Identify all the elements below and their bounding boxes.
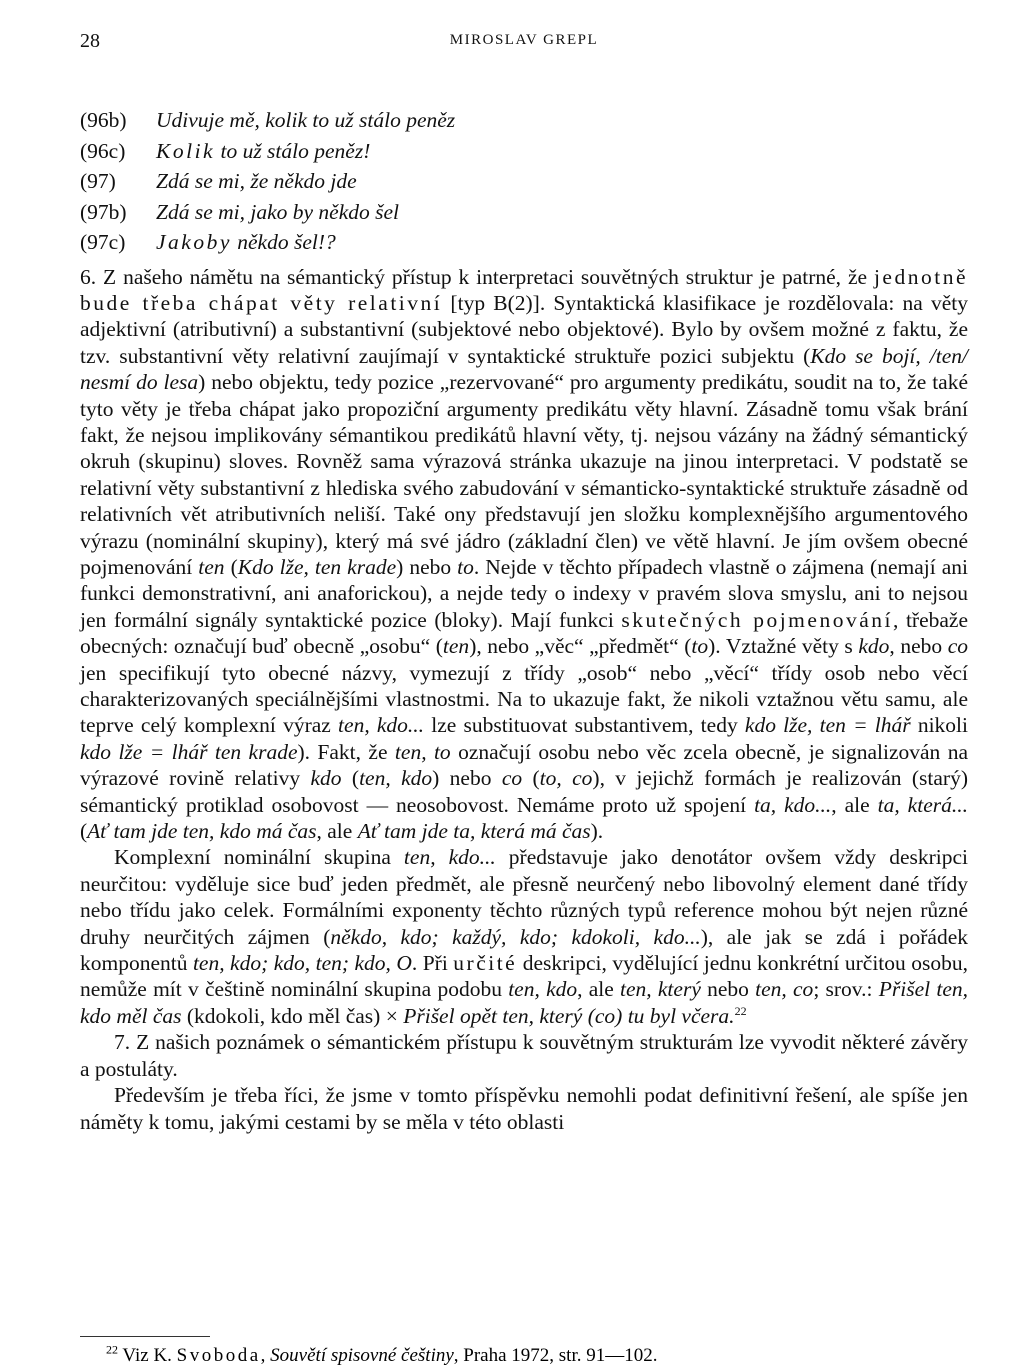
running-head: MIROSLAV GREPL — [449, 32, 599, 48]
example-97 — [80, 166, 968, 197]
text-run: nebo — [700, 977, 756, 1002]
text-run: ) nebo objektu, tedy pozice „rezervované“ pro argumenty predikátu, soudit na to, že také tyto věty je třeba chápat jako propoziční argumenty predikátu věty hlavní. Zásadně tomu však brání fakt, že nejsou implikovány sémantikou predikátů hlavní věty, tj. nejsou vázány na žádný sémantický okruh (skupinu) sloves. Rovněž sama výrazová stránka ukazuje na jinou interpretaci. V podstatě se relativní věty substantivní z hlediska svého zabudování v sémanticko-syntaktické struktuře zásadně od relativních vět atributivních neliší. Také ony představují jen složku komplexnějšího argumentového výrazu (nominální skupiny), který má své jádro (základní člen) ve větě hlavní. Je jím ovšem obecné pojmenování — [80, 370, 969, 579]
italic-run: ten — [198, 554, 225, 579]
text-run: ), ale jak se zdá i pořádek komponentů — [80, 924, 968, 976]
italic-run: ten, kdo... — [403, 845, 496, 870]
example-list — [80, 105, 968, 258]
text-run: ( — [522, 766, 540, 791]
text-run: , Praha 1972, str. 91—102. — [453, 1345, 658, 1366]
text-run: , ale — [316, 819, 358, 844]
text-run: , nebo — [889, 634, 948, 659]
book-title: Souvětí spisovné češtiny — [270, 1345, 454, 1366]
italic-run: kdo — [310, 766, 342, 791]
paragraph-6 — [80, 264, 968, 845]
emphasis-spaced: skutečných pojmenování — [621, 607, 893, 632]
text-run: ), nebo „věc“ „předmět“ ( — [469, 634, 692, 659]
italic-run: ten, to — [394, 739, 451, 764]
example-text: Udivuje mě, kolik to už stálo peněz — [156, 108, 456, 132]
italic-run: někdo, kdo; každý, kdo; kdokoli, kdo... — [330, 924, 701, 949]
emphasis-spaced: určité — [453, 951, 518, 976]
italic-run: kdo — [858, 634, 890, 659]
text-run: ) nebo — [432, 766, 502, 791]
italic-run: Přišel opět ten, který (co) tu byl včera. — [403, 1003, 735, 1028]
italic-run: ten, kdo; kdo, ten; kdo, O — [192, 951, 412, 976]
text-run: [typ B(2)]. Syntaktická klasifikace je rozdělovala: na věty adjektivní (atributivní) a substantivní (subjektové nebo objektové). Bylo by ovšem možné z faktu, že tzv. substantivní věty relativní zaujímají v syntaktické struktuře pozici subjektu ( — [80, 290, 968, 368]
example-96c — [80, 136, 968, 167]
text-run: , ale — [577, 977, 621, 1002]
text-run: , třebaže obecných: označují buď obecně „osobu“ ( — [80, 607, 968, 659]
example-label: (96b) — [80, 108, 127, 132]
text-run: ). Fakt, že — [297, 739, 395, 764]
italic-run: to — [457, 554, 474, 579]
example-97b — [80, 197, 968, 228]
italic-run: co — [501, 766, 523, 791]
page-number: 28 — [80, 30, 100, 52]
text-run: ; srov.: — [813, 977, 879, 1002]
italic-run: ten, který — [620, 977, 701, 1002]
text-run: Komplexní nominální skupina — [114, 845, 404, 870]
text-run: ) nebo — [396, 554, 458, 579]
page-header — [80, 30, 968, 62]
example-text-spaced: Jakoby — [156, 230, 232, 254]
paragraph-7: 7. Z našich poznámek o sémantickém přístupu k souvětným strukturám lze vyvodit některé závěry a postuláty. — [80, 1030, 968, 1081]
example-label: (97) — [80, 169, 116, 193]
italic-run: Ať tam jde ta, která má čas — [357, 819, 591, 844]
paragraph-conclusion: Především je třeba říci, že jsme v tomto příspěvku nemohli podat definitivní řešení, ale spíše jen náměty k tomu, jakými cestami by se měla v této oblasti — [80, 1083, 968, 1134]
footnote — [80, 1342, 968, 1367]
text-run: , — [260, 1345, 271, 1366]
emphasis-spaced: jednotně bude třeba chápat věty relativní — [80, 264, 968, 315]
text-run: představuje jako denotátor ovšem vždy deskripci neurčitou: vyděluje sice buď jeden předmět, ale přesně neurčený nebo libovolný element dané třídy nebo třídu jako celek. Formálními exponenty těchto různých typů reference mohou být nejen různé druhy neurčitých zájmen ( — [80, 845, 969, 949]
text-run: ). — [590, 819, 604, 844]
footnote-number: 22 — [106, 1342, 118, 1357]
italic-run: ta, kdo... — [754, 792, 832, 817]
italic-run: ten, kdo... — [338, 713, 425, 738]
text-run: ( — [341, 766, 360, 791]
text-run: jen specifikují tyto obecné názvy, vymezují z třídy „osob“ nebo „věcí“ třídy osob nebo věcí charakterizovaných speciálnějšími vlastnostmi. Na to ukazuje fakt, že nikoli vztažnou větu samu, ale teprve celý komplexní výraz — [80, 660, 968, 738]
example-text: Zdá se mi, že někdo jde — [156, 169, 357, 193]
example-97c — [80, 227, 968, 258]
footnote-rule — [80, 1336, 210, 1337]
italic-run: Ať tam jde ten, kdo má čas — [87, 819, 317, 844]
italic-run: ta, která... — [877, 792, 968, 817]
italic-run: Přišel ten, kdo měl čas — [80, 977, 968, 1028]
example-label: (96c) — [80, 138, 126, 163]
body-text — [80, 264, 968, 1135]
text-run: . Při — [411, 951, 454, 976]
text-run: ( — [80, 819, 88, 844]
text-run: ( — [224, 554, 238, 579]
paragraph-complex-nominal — [80, 844, 968, 1029]
italic-run: ten, co — [755, 977, 814, 1002]
author-name: Svoboda — [176, 1345, 261, 1366]
italic-run: kdo lže = lhář ten krade — [80, 739, 298, 764]
example-text: to už stálo peněz! — [215, 138, 371, 163]
italic-run: kdo lže, ten = lhář — [744, 713, 911, 738]
text-run: deskripci, vydělující jednu konkrétní určitou osobu, nemůže mít v češtině nominální skupina podobu — [80, 951, 968, 1002]
italic-run: Kdo lže, ten krade — [237, 554, 397, 579]
text-run: ), v jejichž formách je realizován (starý) sémantický protiklad osobovost — neosobovost. Nemáme proto už spojení — [80, 766, 968, 817]
example-96b — [80, 105, 968, 136]
example-text-spaced: Kolik — [156, 138, 216, 163]
text-run: označují osobu nebo věc zcela obecně, je signalizován na výrazové rovině relativy — [80, 739, 968, 791]
italic-run: ten — [442, 634, 470, 659]
text-run: (kdokoli, kdo měl čas) × — [181, 1003, 404, 1028]
italic-run: co — [947, 634, 968, 659]
example-text: Zdá se mi, jako by někdo šel — [156, 199, 400, 224]
example-text: někdo šel!? — [231, 230, 336, 254]
text-run: nikoli — [910, 713, 968, 738]
text-run: . Nejde v těchto případech vlastně o zájmena (nemají ani funkci demonstrativní, ani anaforickou), a nejde tedy o indexy v pravém slova smyslu, ani to nejsou jen formální signály syntaktické pozice (bloky). Mají funkci — [80, 554, 969, 632]
italic-run: to, co — [539, 766, 593, 791]
text-run: 6. Z našeho námětu na sémantický přístup k interpretaci souvětných struktur je patrné, že — [80, 264, 874, 289]
italic-run: ten, kdo — [508, 977, 578, 1002]
italic-run: Kdo se bojí, /ten/ nesmí do lesa — [80, 343, 968, 395]
example-label: (97b) — [80, 199, 127, 224]
text-run: lze substituovat substantivem, tedy — [424, 713, 745, 738]
example-label: (97c) — [80, 230, 126, 254]
italic-run: ten, kdo — [359, 766, 433, 791]
italic-run: to — [691, 634, 709, 659]
text-run: , ale — [831, 792, 878, 817]
text-run: Viz K. — [118, 1345, 177, 1366]
text-run: ). Vztažné věty s — [708, 634, 859, 659]
footnote-reference[interactable]: 22 — [734, 1003, 747, 1018]
